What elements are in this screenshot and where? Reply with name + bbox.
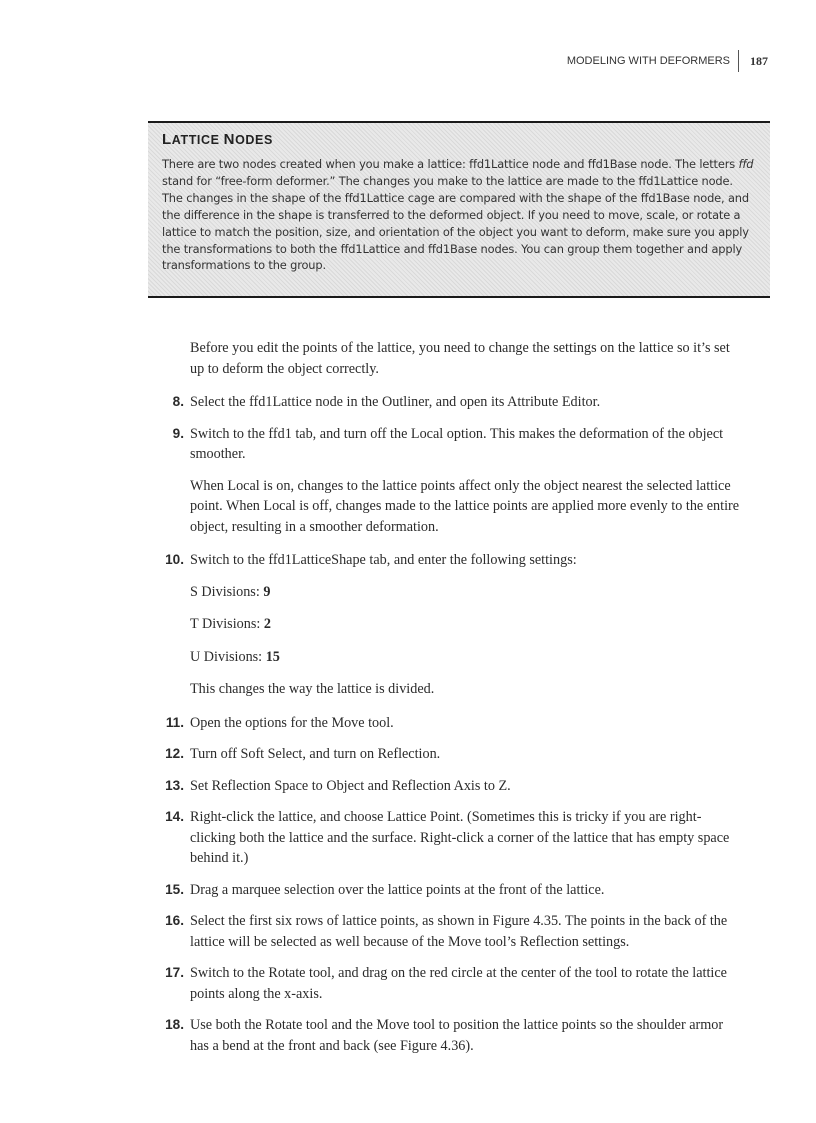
main-content <box>160 338 742 1067</box>
step-text: Open the options for the Move tool. <box>190 714 394 731</box>
sidebar-body-part-1: There are two nodes created when you make a lattice: ffd1Lattice node and ffd1Base node. The letters <box>162 157 739 171</box>
step-number: 15. <box>165 881 184 897</box>
step-number: 9. <box>172 425 184 441</box>
step-number: 18. <box>165 1017 184 1032</box>
step-text: Set Reflection Space to Object and Reflection Axis to Z. <box>190 777 511 794</box>
sidebar-title-cap-1: L <box>162 131 172 148</box>
step-number: 17. <box>165 965 184 980</box>
step-text: Switch to the ffd1LatticeShape tab, and enter the following settings: <box>190 552 577 568</box>
step-18 <box>160 1015 742 1056</box>
sidebar-title <box>162 131 756 148</box>
step-number: 13. <box>165 777 184 793</box>
step-13 <box>160 776 742 797</box>
step-text: Switch to the Rotate tool, and drag on the red circle at the center of the tool to rotate the lattice points along the x-axis. <box>190 965 727 1002</box>
step-text: Drag a marquee selection over the lattice points at the front of the lattice. <box>190 881 605 898</box>
sidebar-body-italic: ffd <box>738 157 754 171</box>
step-text: Select the ffd1Lattice node in the Outliner, and open its Attribute Editor. <box>190 394 601 410</box>
sidebar-body <box>162 156 756 274</box>
step-15 <box>160 880 742 901</box>
step-16 <box>160 911 742 952</box>
step-10 <box>160 550 742 571</box>
step-9-note: When Local is on, changes to the lattice points affect only the object nearest the selected lattice point. When Local is off, changes made to the lattice points are applied more evenly to the entire object, resulting in a smoother deformation. <box>190 477 740 535</box>
setting-t-divisions <box>160 614 742 635</box>
step-number: 14. <box>165 809 184 824</box>
step-number: 12. <box>165 746 184 761</box>
step-number: 11. <box>165 714 184 730</box>
step-text: Use both the Rotate tool and the Move tool to position the lattice points so the shoulder armor has a bend at the front and back (see Figure 4.36). <box>190 1017 724 1054</box>
step-14 <box>160 807 742 869</box>
step-text: Switch to the ffd1 tab, and turn off the Local option. This makes the deformation of the object smoother. <box>190 425 724 462</box>
step-number: 16. <box>165 913 184 928</box>
setting-label: S Divisions: <box>190 583 264 600</box>
setting-value: 9 <box>263 583 271 600</box>
sidebar-title-part-2: ODES <box>235 133 273 147</box>
step-number: 8. <box>172 394 184 409</box>
page-number: 187 <box>750 53 768 68</box>
setting-value: 2 <box>263 616 271 632</box>
sidebar-title-part-1: ATTICE <box>171 133 224 147</box>
setting-s-divisions <box>160 582 742 603</box>
step-17 <box>160 963 742 1004</box>
lattice-nodes-sidebar <box>148 121 770 298</box>
sidebar-body-part-2: stand for “free-form deformer.” The changes you make to the lattice are made to the ffd1Lattice node. The changes in the shape of the ffd1Lattice cage are compared with the shape of the ffd1Base node, and the difference in the shape is transferred to the deformed object. If you need to move, scale, or rotate a lattice to match the position, size, and orientation of the object you want to deform, make sure you apply the transformations to both the ffd1Lattice and ffd1Base nodes. You can group them together and apply transformations to the group. <box>162 173 749 273</box>
step-9 <box>160 424 742 465</box>
chapter-title: MODELING WITH DEFORMERS <box>567 50 739 72</box>
step-text: Turn off Soft Select, and turn on Reflection. <box>190 746 441 762</box>
step-12 <box>160 744 742 765</box>
step-text: Select the first six rows of lattice points, as shown in Figure 4.35. The points in the back of the lattice will be selected as well because of the Move tool’s Reflection settings. <box>190 913 728 950</box>
setting-u-divisions <box>160 647 742 668</box>
setting-label: T Divisions: <box>190 616 264 632</box>
step-11 <box>160 713 742 734</box>
step-number: 10. <box>165 552 184 567</box>
intro-paragraph: Before you edit the points of the lattice, you need to change the settings on the lattice so it’s set up to deform the object correctly. <box>190 340 730 377</box>
setting-value: 15 <box>265 648 280 665</box>
step-8 <box>160 392 742 413</box>
sidebar-title-cap-2: N <box>223 131 236 148</box>
step-text: Right-click the lattice, and choose Lattice Point. (Sometimes this is tricky if you are right-clicking both the lattice and the surface. Right-click a corner of the lattice that has empty space behind it.) <box>190 809 730 866</box>
setting-label: U Divisions: <box>190 648 266 665</box>
running-header <box>567 50 768 72</box>
step-10-note: This changes the way the lattice is divided. <box>190 681 435 697</box>
